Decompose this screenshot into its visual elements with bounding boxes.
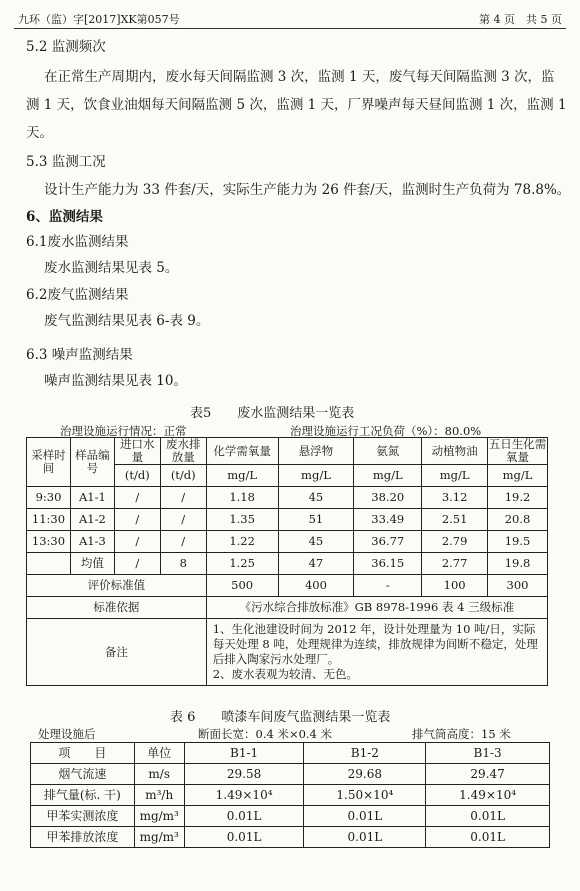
table5-cell: / (160, 487, 206, 509)
table5-cell: 2.51 (422, 509, 488, 531)
table5-cell: 500 (206, 575, 278, 597)
table5-unit: mg/L (278, 465, 354, 487)
table5-cell: 300 (488, 575, 548, 597)
table5-cell: A1-2 (70, 509, 114, 531)
table5-cell: 45 (278, 487, 354, 509)
table5-cell: 1.18 (206, 487, 278, 509)
table5-basis-row (27, 597, 548, 619)
table6-info-mid: 断面长宽：0.4 米×0.4 米 (198, 727, 333, 741)
table5-cell: 1.22 (206, 531, 278, 553)
section-6-1-body: 废水监测结果见表 5。 (44, 260, 179, 276)
table5-cell: / (160, 509, 206, 531)
table5-note-2: 2、废水表观为较清、无色。 (212, 667, 359, 681)
table5-standard-label: 评价标准值 (27, 575, 207, 597)
section-6-2-body: 废气监测结果见表 6-表 9。 (44, 313, 210, 329)
table5-cell: 9:30 (27, 487, 71, 509)
table5-header: 采样时间 (27, 438, 71, 487)
table6-info-right: 排气筒高度：15 米 (412, 727, 511, 741)
table6-item: 排气量(标. 干) (31, 785, 135, 806)
table6-header-row (31, 743, 550, 764)
table5-header: 进口水量 (114, 438, 160, 465)
table6-cell: 1.49×10⁴ (184, 785, 304, 806)
table5-cell: / (114, 553, 160, 575)
table5-cell: 19.2 (488, 487, 548, 509)
table5-note-1: 1、生化池建设时间为 2012 年，设计处理量为 10 吨/日，实际每天处理 8 吨，处理规律为连续，排放规律为间断不稳定，处理后排入陶家污水处理厂。 (212, 622, 538, 666)
table5-cell: 1.35 (206, 509, 278, 531)
table-row (31, 785, 550, 806)
table5-header: 化学需氧量 (206, 438, 278, 465)
table6-cell: 0.01L (184, 827, 304, 848)
table6 (30, 742, 550, 848)
table6-item: 甲苯排放浓度 (31, 827, 135, 848)
section-5-3-line1: 设计生产能力为 33 件套/天，实际生产能力为 26 件套/天，监测时生产负荷为 78.8%。 (44, 182, 571, 198)
table5-cell: 400 (278, 575, 354, 597)
table5-cell: 36.77 (354, 531, 422, 553)
table5-cell: 51 (278, 509, 354, 531)
table5-status-left: 治理设施运行情况：正常 (60, 424, 187, 438)
table6-info-left: 处理设施后 (38, 727, 96, 741)
table6-cell: 29.58 (184, 764, 304, 785)
page-indicator: 第 4 页 共 5 页 (479, 13, 562, 26)
table5-cell: 13:30 (27, 531, 71, 553)
table5 (26, 437, 548, 686)
table5-cell: 20.8 (488, 509, 548, 531)
table6-caption: 表 6 喷漆车间废气监测结果一览表 (170, 710, 391, 725)
table5-cell: 8 (160, 553, 206, 575)
table6-cell: 0.01L (184, 806, 304, 827)
table5-cell: 38.20 (354, 487, 422, 509)
table5-cell: 19.8 (488, 553, 548, 575)
table6-cell: 29.68 (304, 764, 426, 785)
table5-header: 样品编号 (70, 438, 114, 487)
table6-cell: 0.01L (304, 827, 426, 848)
table5-basis-label: 标准依据 (27, 597, 207, 619)
table5-standard-row (27, 575, 548, 597)
table5-cell: 1.25 (206, 553, 278, 575)
table5-header: 动植物油 (422, 438, 488, 465)
section-5-3-title: 5.3 监测工况 (26, 154, 106, 170)
table-row (31, 806, 550, 827)
table6-cell: 0.01L (426, 806, 550, 827)
table5-header: 氨氮 (354, 438, 422, 465)
table5-cell: 100 (422, 575, 488, 597)
table6-header: B1-2 (304, 743, 426, 764)
table6-cell: 29.47 (426, 764, 550, 785)
table5-caption: 表5 废水监测结果一览表 (190, 406, 355, 421)
table5-cell: 2.79 (422, 531, 488, 553)
section-6-3-body: 噪声监测结果见表 10。 (44, 373, 187, 389)
table-row (31, 827, 550, 848)
table5-unit: mg/L (488, 465, 548, 487)
table5-unit: mg/L (354, 465, 422, 487)
table5-cell: / (114, 487, 160, 509)
section-6-1-title: 6.1废水监测结果 (26, 234, 129, 250)
table5-cell: 2.77 (422, 553, 488, 575)
table5-cell: 11:30 (27, 509, 71, 531)
table6-unit: m³/h (134, 785, 184, 806)
table5-cell: 均值 (70, 553, 114, 575)
table6-cell: 0.01L (304, 806, 426, 827)
table5-header-row (27, 438, 548, 465)
table5-cell: - (354, 575, 422, 597)
table-row (27, 487, 548, 509)
section-6-3-title: 6.3 噪声监测结果 (26, 347, 133, 363)
table5-unit: (t/d) (160, 465, 206, 487)
table6-header: B1-3 (426, 743, 550, 764)
table5-unit: mg/L (422, 465, 488, 487)
table-row (27, 553, 548, 575)
section-5-2-line1: 在正常生产周期内，废水每天间隔监测 3 次，监测 1 天，废气每天间隔监测 3 次，监 (44, 69, 555, 85)
page-header (14, 8, 566, 29)
table5-basis: 《污水综合排放标准》GB 8978-1996 表 4 三级标准 (206, 597, 547, 619)
table6-cell: 0.01L (426, 827, 550, 848)
table5-cell: 19.5 (488, 531, 548, 553)
section-5-2-line3: 天。 (26, 125, 53, 141)
table5-cell: / (114, 531, 160, 553)
table5-unit: (t/d) (114, 465, 160, 487)
section-6-2-title: 6.2废气监测结果 (26, 287, 129, 303)
table5-cell (27, 553, 71, 575)
table6-header: B1-1 (184, 743, 304, 764)
table6-item: 烟气流速 (31, 764, 135, 785)
table5-note-label: 备注 (27, 619, 207, 686)
table-row (27, 509, 548, 531)
table6-header: 单位 (134, 743, 184, 764)
report-number: 九环（监）字[2017]XK第057号 (18, 13, 180, 26)
table5-cell: A1-3 (70, 531, 114, 553)
table-row (31, 764, 550, 785)
table6-header: 项 目 (31, 743, 135, 764)
table6-unit: mg/m³ (134, 806, 184, 827)
table5-cell: / (160, 531, 206, 553)
table5-header: 五日生化需氧量 (488, 437, 547, 464)
section-6-title: 6、监测结果 (26, 209, 103, 225)
table5-cell: 45 (278, 531, 354, 553)
table5-cell: 3.12 (422, 487, 488, 509)
table5-status-right: 治理设施运行工况负荷（%）：80.0% (290, 424, 482, 438)
table6-unit: mg/m³ (134, 827, 184, 848)
table5-cell: / (114, 509, 160, 531)
section-5-2-title: 5.2 监测频次 (26, 39, 106, 55)
table5-cell: 36.15 (354, 553, 422, 575)
section-5-2-line2: 测 1 天，饮食业油烟每天间隔监测 5 次，监测 1 天，厂界噪声每天昼间监测 1 次，监测 1 (26, 97, 567, 113)
table5-note-row (27, 619, 548, 686)
table5-cell: 47 (278, 553, 354, 575)
table5-cell: 33.49 (354, 509, 422, 531)
table6-cell: 1.50×10⁴ (304, 785, 426, 806)
table5-note (206, 619, 547, 686)
table6-cell: 1.49×10⁴ (426, 785, 550, 806)
table6-unit: m/s (134, 764, 184, 785)
table6-item: 甲苯实测浓度 (31, 806, 135, 827)
table5-header: 悬浮物 (278, 438, 354, 465)
table5-cell: A1-1 (70, 487, 114, 509)
table5-unit: mg/L (206, 465, 278, 487)
table-row (27, 531, 548, 553)
table5-header: 废水排放量 (160, 438, 206, 465)
